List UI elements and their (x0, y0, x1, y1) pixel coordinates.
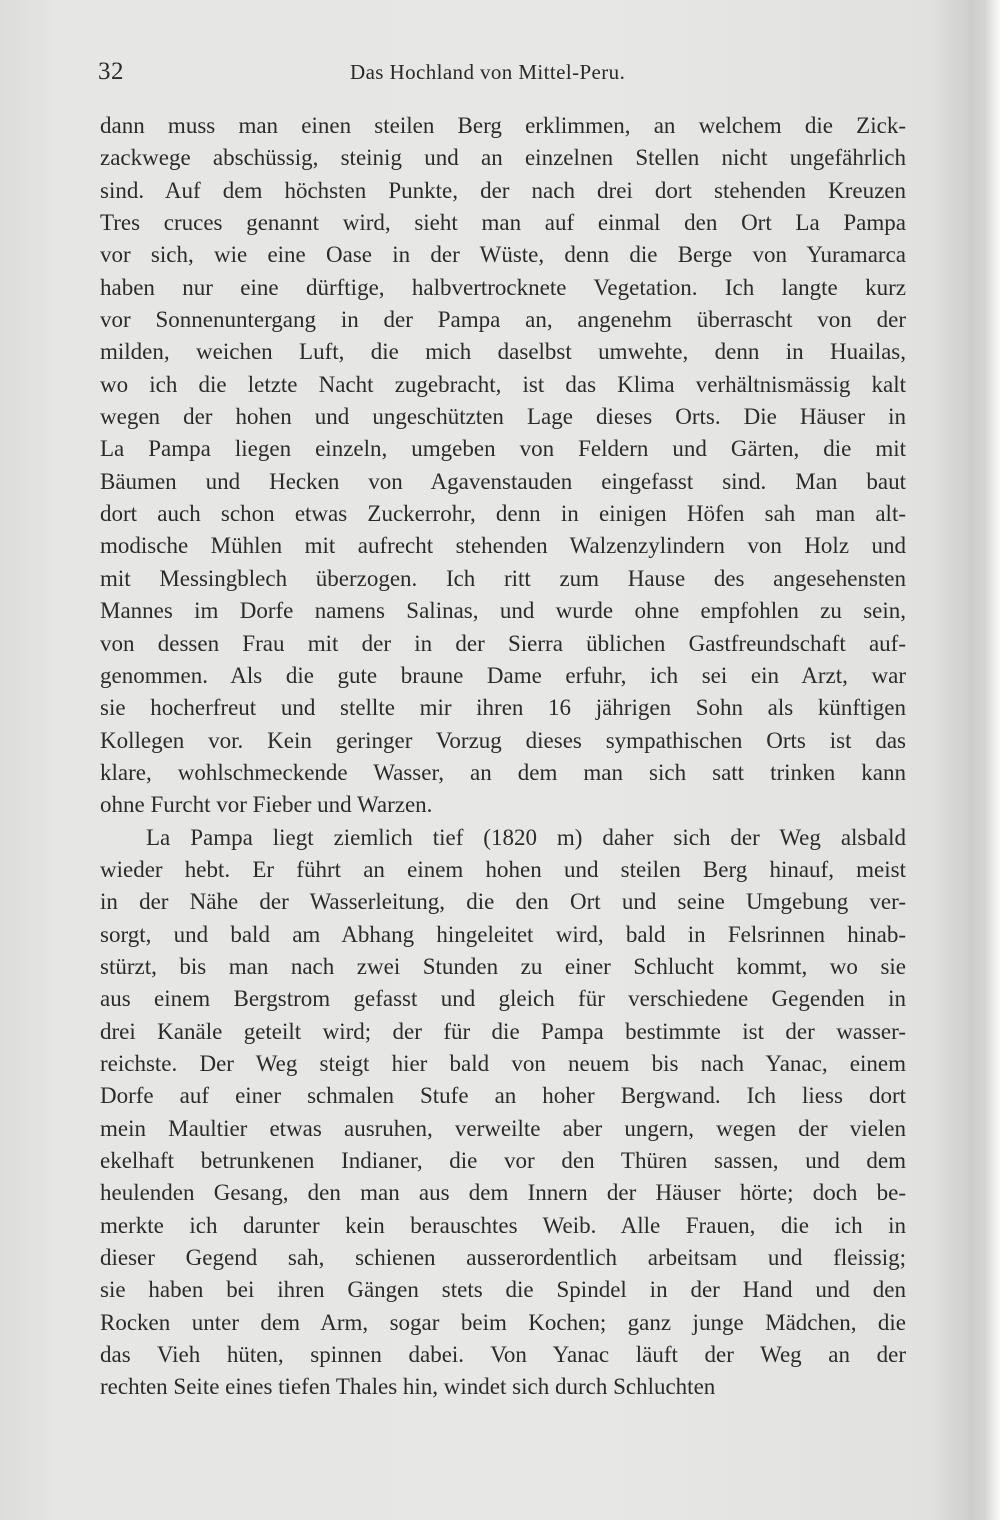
text-line: wegen der hohen und ungeschützten Lage dieses Orts. Die Häuser in (100, 404, 906, 430)
page-edge-shadow (966, 0, 1000, 1520)
text-line: Dorfe auf einer schmalen Stufe an hoher Bergwand. Ich liess dort (100, 1083, 906, 1109)
text-line: sind. Auf dem höchsten Punkte, der nach drei dort stehenden Kreuzen (100, 177, 906, 203)
text-line: La Pampa liegt ziemlich tief (1820 m) daher sich der Weg alsbald (146, 824, 906, 850)
paragraph (100, 110, 906, 822)
text-line: Mannes im Dorfe namens Salinas, und wurde ohne empfohlen zu sein, (100, 598, 906, 624)
text-line: sie haben bei ihren Gängen stets die Spindel in der Hand und den (100, 1277, 906, 1303)
text-line: vor sich, wie eine Oase in der Wüste, denn die Berge von Yuramarca (100, 242, 906, 268)
running-head: Das Hochland von Mittel-Peru. (350, 60, 626, 84)
text-line: zackwege abschüssig, steinig und an einzelnen Stellen nicht ungefährlich (100, 145, 906, 171)
paragraph (100, 822, 906, 1404)
text-line: vor Sonnenuntergang in der Pampa an, angenehm überrascht von der (100, 307, 906, 333)
text-line: genommen. Als die gute braune Dame erfuhr, ich sei ein Arzt, war (100, 662, 906, 688)
text-line: reichste. Der Weg steigt hier bald von neuem bis nach Yanac, einem (100, 1050, 906, 1076)
text-line: ohne Furcht vor Fieber und Warzen. (100, 792, 433, 818)
body-text (100, 110, 906, 1404)
text-line: in der Nähe der Wasserleitung, die den Ort und seine Umgebung ver- (100, 889, 906, 915)
text-line: sie hocherfreut und stellte mir ihren 16 jährigen Sohn als künftigen (100, 695, 906, 721)
text-line: Tres cruces genannt wird, sieht man auf einmal den Ort La Pampa (100, 210, 906, 236)
text-line: wo ich die letzte Nacht zugebracht, ist das Klima verhältnismässig kalt (100, 371, 906, 397)
text-line: heulenden Gesang, den man aus dem Innern der Häuser hörte; doch be- (100, 1180, 906, 1206)
text-line: dann muss man einen steilen Berg erklimmen, an welchem die Zick- (100, 113, 906, 138)
text-line: merkte ich darunter kein berauschtes Weib. Alle Frauen, die ich in (100, 1212, 906, 1238)
text-line: sorgt, und bald am Abhang hingeleitet wird, bald in Felsrinnen hinab- (100, 921, 906, 947)
text-line: ekelhaft betrunkenen Indianer, die vor den Thüren sassen, und dem (100, 1148, 906, 1173)
text-line: drei Kanäle geteilt wird; der für die Pampa bestimmte ist der wasser- (100, 1018, 906, 1044)
text-line: Bäumen und Hecken von Agavenstauden eingefasst sind. Man baut (100, 468, 906, 494)
text-line: aus einem Bergstrom gefasst und gleich für verschiedene Gegenden in (100, 986, 906, 1012)
page-number: 32 (98, 58, 124, 85)
text-line: La Pampa liegen einzeln, umgeben von Feldern und Gärten, die mit (100, 436, 906, 462)
text-line: Rocken unter dem Arm, sogar beim Kochen; ganz junge Mädchen, die (100, 1309, 906, 1335)
text-line: modische Mühlen mit aufrecht stehenden Walzenzylindern von Holz und (100, 533, 906, 559)
text-line: dieser Gegend sah, schienen ausserordentlich arbeitsam und fleissig; (100, 1245, 906, 1271)
text-line: wieder hebt. Er führt an einem hohen und steilen Berg hinauf, meist (100, 856, 906, 882)
text-line: das Vieh hüten, spinnen dabei. Von Yanac läuft der Weg an der (100, 1342, 906, 1368)
text-line: klare, wohlschmeckende Wasser, an dem man sich satt trinken kann (100, 759, 906, 785)
text-line: milden, weichen Luft, die mich daselbst umwehte, denn in Huailas, (100, 339, 906, 365)
text-line: haben nur eine dürftige, halbvertrocknete Vegetation. Ich langte kurz (100, 274, 906, 300)
text-line: rechten Seite eines tiefen Thales hin, windet sich durch Schluchten (100, 1374, 716, 1400)
text-line: von dessen Frau mit der in der Sierra üblichen Gastfreundschaft auf- (100, 630, 906, 656)
text-line: dort auch schon etwas Zuckerrohr, denn in einigen Höfen sah man alt- (100, 501, 906, 527)
text-line: Kollegen vor. Kein geringer Vorzug dieses sympathischen Orts ist das (100, 727, 906, 753)
text-line: mein Maultier etwas ausruhen, verweilte aber ungern, wegen der vielen (100, 1115, 906, 1141)
text-line: stürzt, bis man nach zwei Stunden zu einer Schlucht kommt, wo sie (100, 953, 906, 979)
text-line: mit Messingblech überzogen. Ich ritt zum Hause des angesehensten (100, 565, 906, 591)
